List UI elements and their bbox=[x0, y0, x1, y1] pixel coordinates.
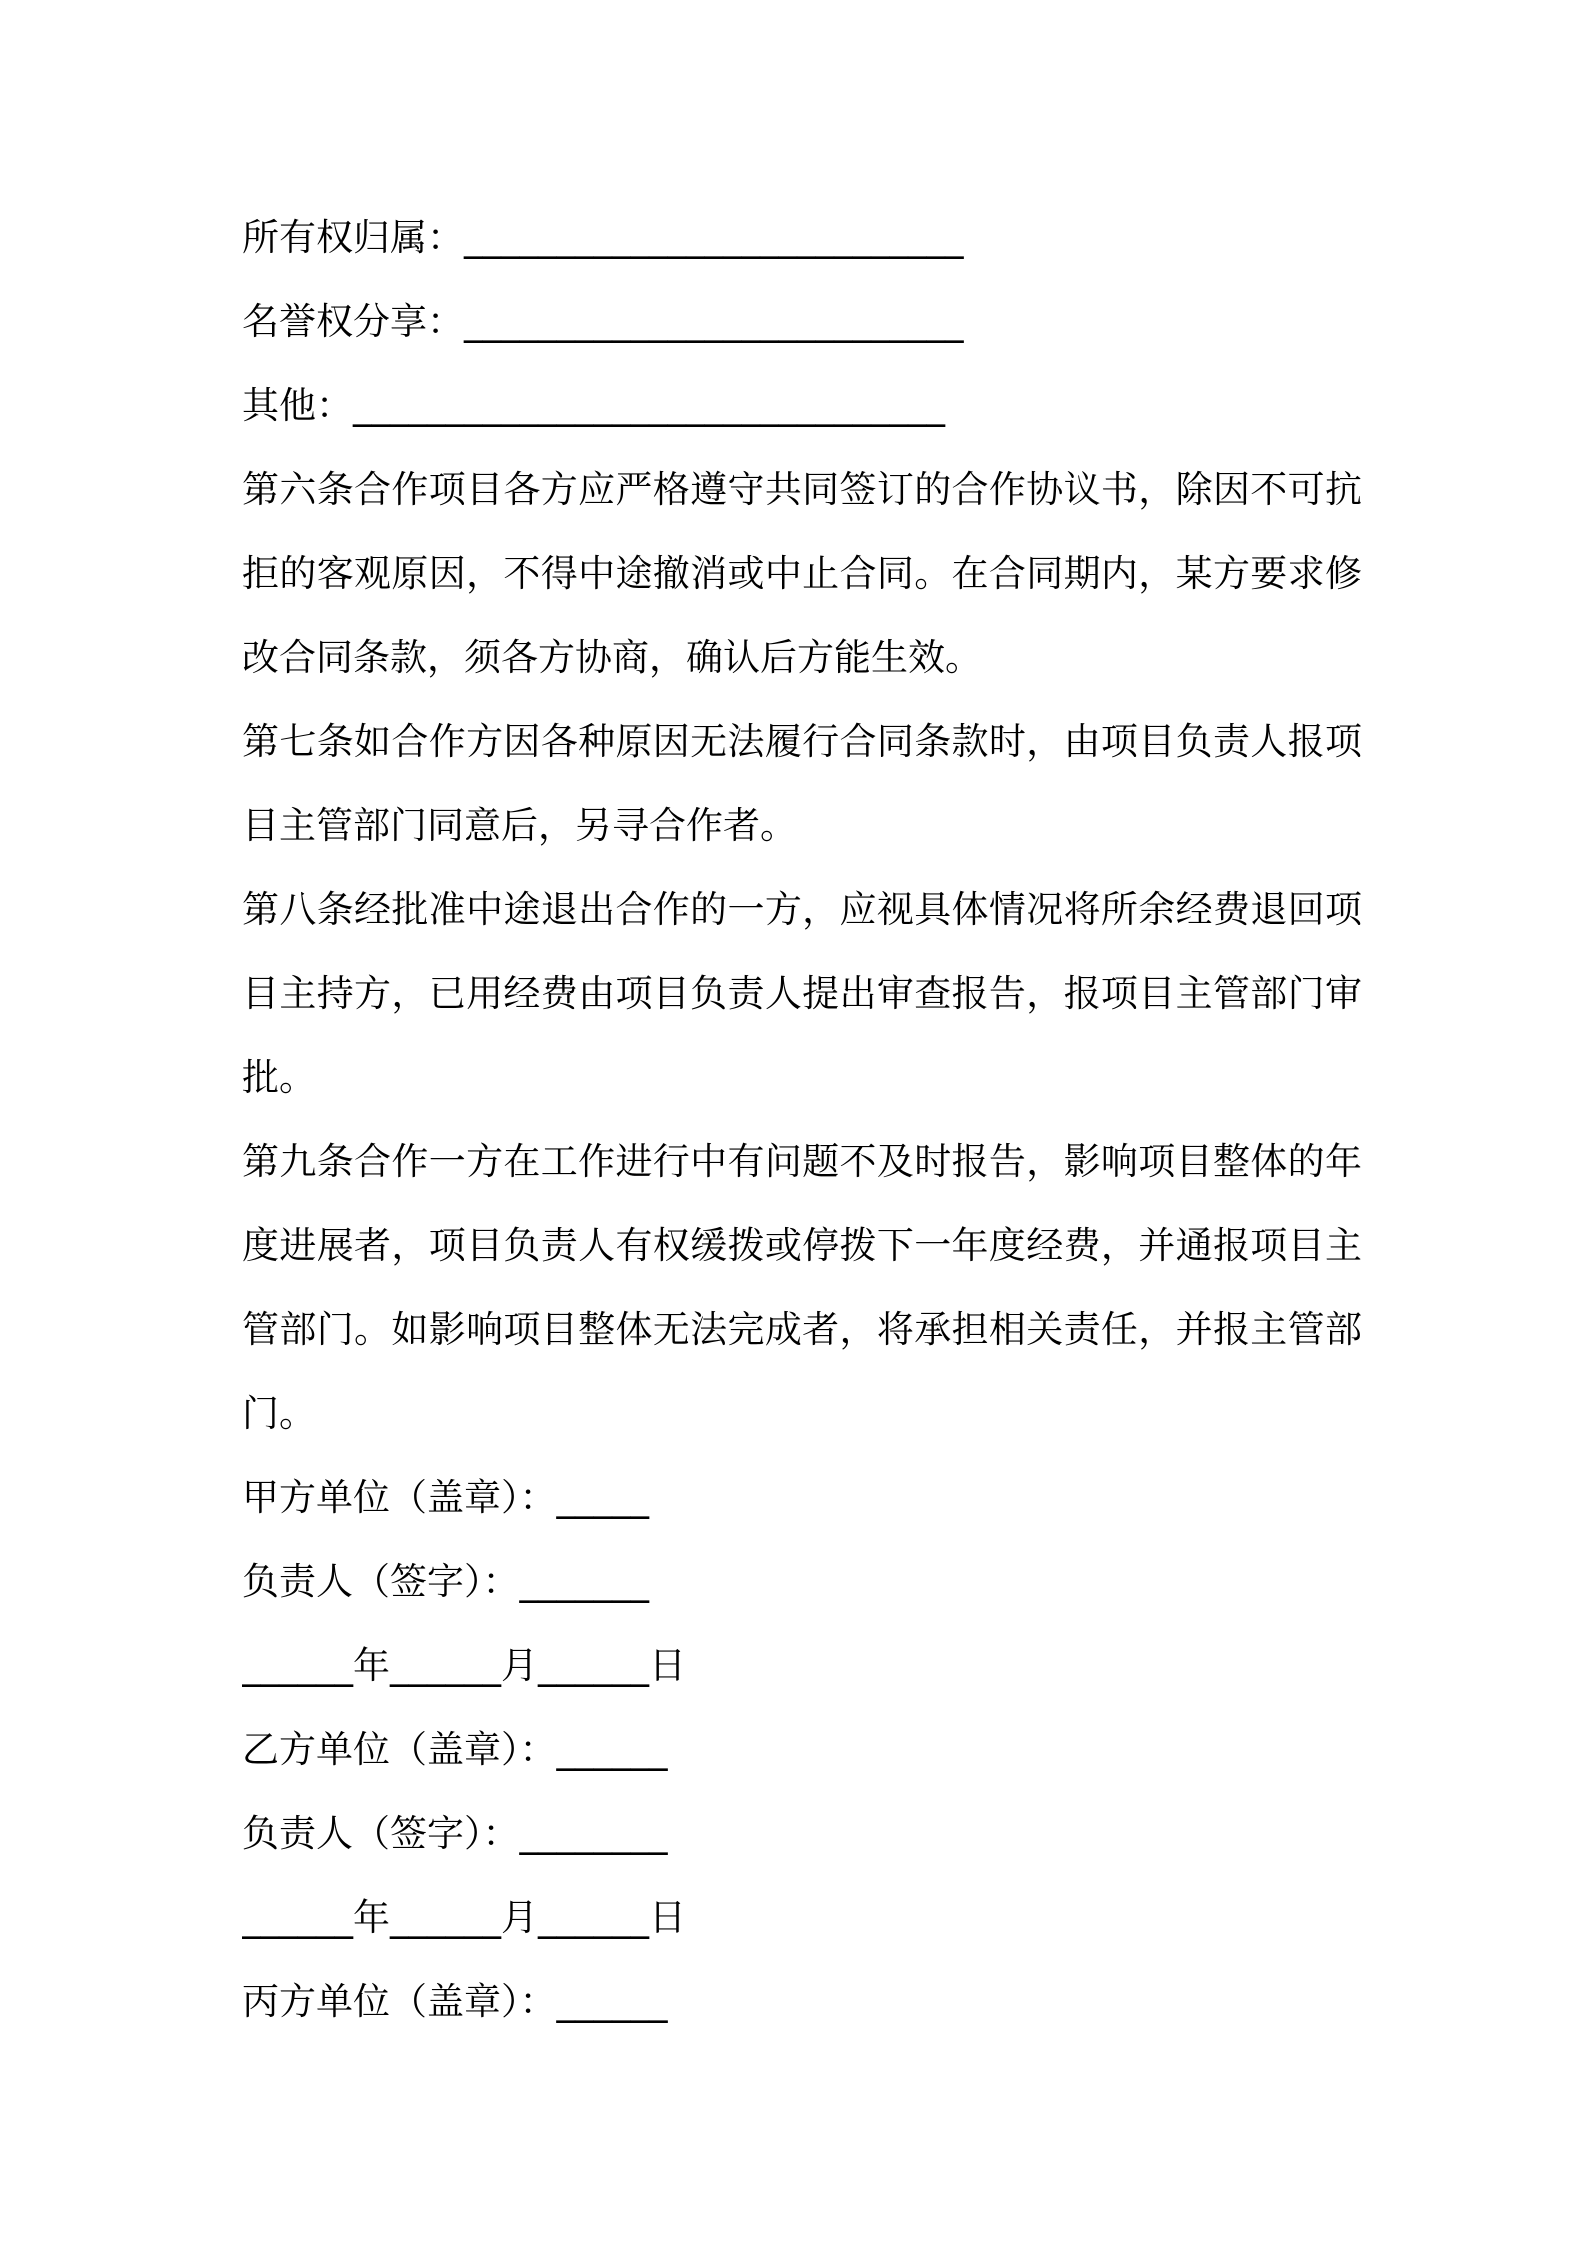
article-6: 第六条合作项目各方应严格遵守共同签订的合作协议书，除因不可抗拒的客观原因，不得中途撤消或中止合同。在合同期内，某方要求修改合同条款，须各方协商，确认后方能生效。 bbox=[242, 468, 1362, 679]
party-b-unit-seal: 乙方单位（盖章）：______ bbox=[242, 1728, 668, 1771]
party-a-unit-seal: 甲方单位（盖章）：_____ bbox=[242, 1476, 649, 1519]
party-b-signatory: 负责人（签字）：________ bbox=[242, 1812, 668, 1855]
document-body bbox=[242, 196, 1362, 2044]
party-a-date: ______年______月______日 bbox=[242, 1644, 686, 1687]
ownership-field: 所有权归属：___________________________ bbox=[242, 216, 964, 259]
article-8: 第八条经批准中途退出合作的一方，应视具体情况将所余经费退回项目主持方，已用经费由项目负责人提出审查报告，报项目主管部门审批。 bbox=[242, 888, 1362, 1099]
party-c-unit-seal: 丙方单位（盖章）：______ bbox=[242, 1980, 668, 2023]
party-b-date: ______年______月______日 bbox=[242, 1896, 686, 1939]
other-field: 其他：________________________________ bbox=[242, 384, 945, 427]
article-7: 第七条如合作方因各种原因无法履行合同条款时，由项目负责人报项目主管部门同意后，另寻合作者。 bbox=[242, 720, 1362, 847]
party-a-signatory: 负责人（签字）：_______ bbox=[242, 1560, 649, 1603]
honor-sharing-field: 名誉权分享：___________________________ bbox=[242, 300, 964, 343]
article-9: 第九条合作一方在工作进行中有问题不及时报告，影响项目整体的年度进展者，项目负责人有权缓拨或停拨下一年度经费，并通报项目主管部门。如影响项目整体无法完成者，将承担相关责任，并报主管部门。 bbox=[242, 1140, 1362, 1435]
